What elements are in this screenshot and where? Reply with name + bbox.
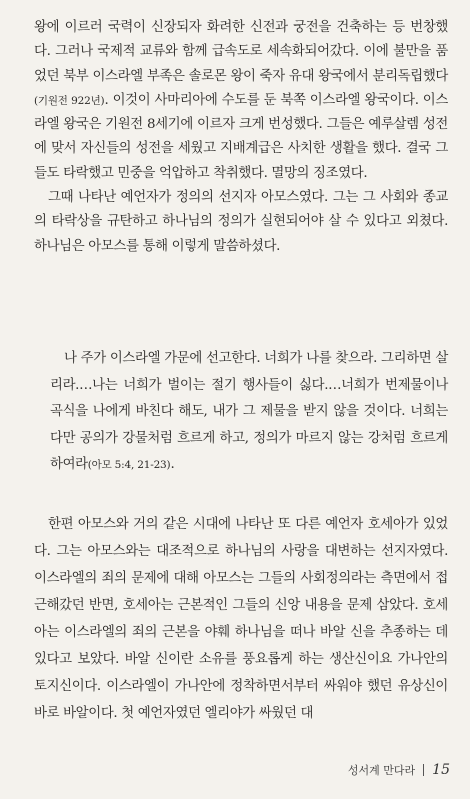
scripture-quote — [50, 346, 448, 479]
body-text-top — [34, 16, 448, 259]
date-note: (기원전 922년) — [34, 94, 105, 107]
paragraph-hosea: 한편 아모스와 거의 같은 시대에 나타난 또 다른 예언자 호세아가 있었다. 그는 아모스와는 대조적으로 하나님의 사랑을 대변하는 선지자였다. 이스라엘의 죄의 문제에 대해 아모스는 그들의 사회정의라는 측면에서 접근해갔던 반면, 호세아는 근본적인 그들의 신앙 내용을 문제 삼았다. 호세아는 이스라엘의 죄의 근본을 야훼 하나님을 떠나 바알 신을 추종하는 데 있다고 보았다. 바알 신이란 소유를 풍요롭게 하는 생산신이요 가나안의 토지신이다. 이스라엘이 가나안에 정착하면서부터 싸워야 했던 유상신이 바로 바알이다. 첫 예언자였던 엘리야가 싸웠던 대 — [34, 517, 448, 721]
page-footer — [0, 762, 450, 778]
body-text-bottom — [34, 511, 448, 727]
quote-citation: (아모 5:4, 21-23) — [87, 459, 171, 471]
paragraph-amos: 그때 나타난 예언자가 정의의 선지자 아모스였다. 그는 그 사회와 종교의 타락상을 규탄하고 하나님의 정의가 실현되어야 살 수 있다고 외쳤다. 하나님은 아모스를 통해 이렇게 말씀하셨다. — [34, 190, 448, 254]
page-number: 15 — [432, 762, 450, 778]
running-title: 성서계 만다라 — [347, 764, 416, 777]
quote-text: 나 주가 이스라엘 가문에 선고한다. 너희가 나를 찾으라. 그리하면 살리라.…나는 너희가 벌이는 절기 행사들이 싫다.…너희가 번제물이나 곡식을 나에게 바친다 해도, 내가 그 제물을 받지 않을 것이다. 너희는 다만 공의가 강물처럼 흐르게 하고, 정의가 마르지 않는 강처럼 흐르게 하여라(아모 5:4, 21-23). — [50, 351, 448, 472]
footer-divider — [423, 764, 424, 776]
paragraph-continued: 왕에 이르러 국력이 신장되자 화려한 신전과 궁전을 건축하는 등 번창했다. 그러나 국제적 교류와 함께 급속도로 세속화되어갔다. 이에 불만을 품었던 북부 이스라엘 부족은 솔로몬 왕이 죽자 유대 왕국에서 분리독립했다(기원전 922년). 이것이 사마리아에 수도를 둔 북쪽 이스라엘 왕국이다. 이스라엘 왕국은 기원전 8세기에 이르자 크게 번성했다. 그들은 예루살렘 성전에 맞서 자신들의 성전을 세웠고 지배계급은 사치한 생활을 했다. 결국 그들도 타락했고 민중을 억압하고 착취했다. 멸망의 징조였다. — [34, 20, 448, 181]
